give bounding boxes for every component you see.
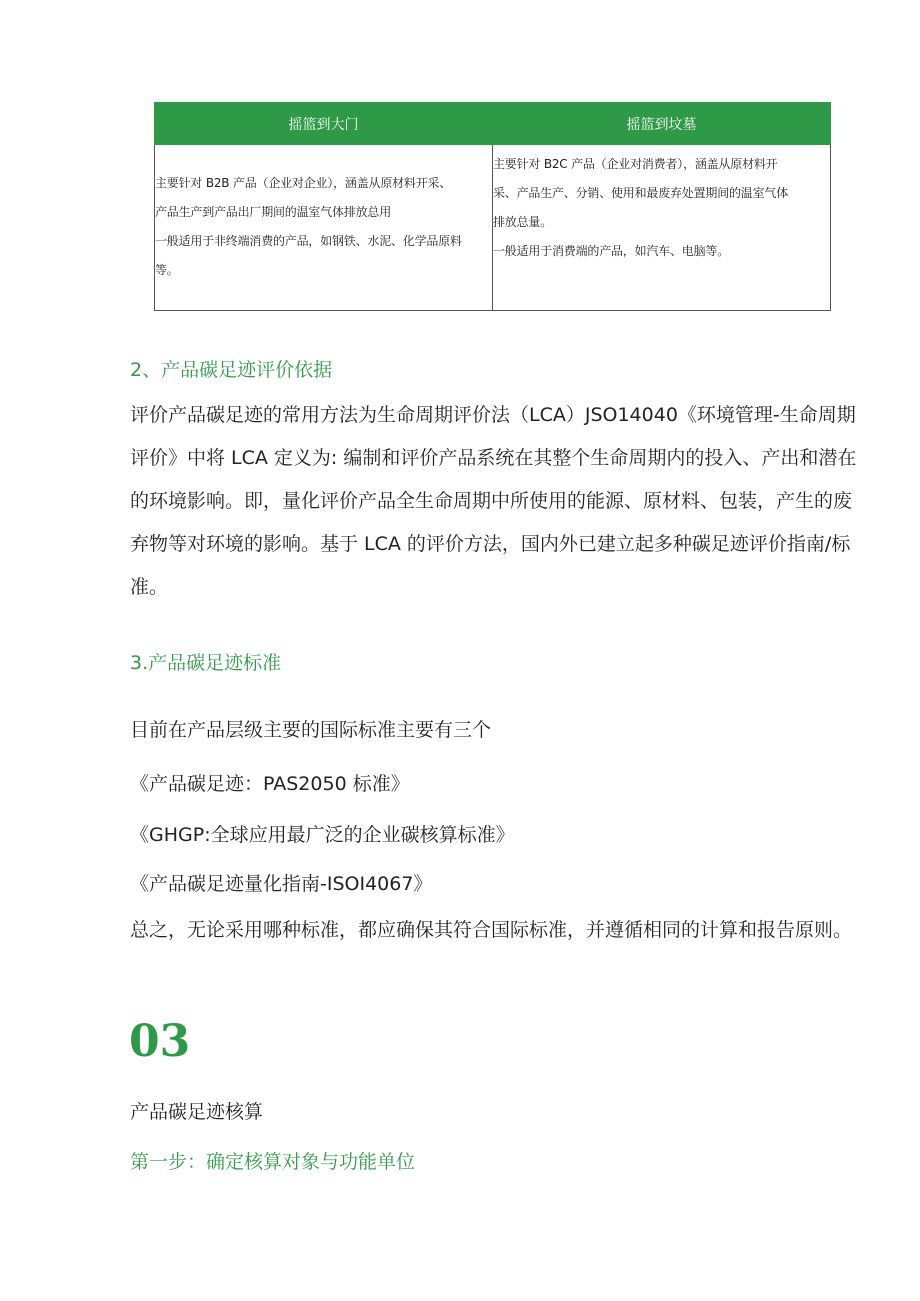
header-cradle-to-grave: 摇篮到坟墓 — [493, 103, 831, 145]
table-header-row — [155, 103, 831, 145]
cell-line: 主要针对 B2C 产品（企业对消费者），涵盖从原材料开 — [493, 157, 778, 171]
chapter-title: 产品碳足迹核算 — [130, 1101, 264, 1123]
cell-line: 主要针对 B2B 产品（企业对企业），涵盖从原材料开采、 — [155, 176, 452, 190]
comparison-table — [154, 102, 831, 311]
cell-line: 一般适用于消费端的产品，如汽车、电脑等。 — [493, 244, 730, 258]
cell-line: 排放总量。 — [493, 215, 553, 229]
cell-line: 等。 — [155, 263, 179, 277]
standard-item: 《产品碳足迹量化指南-ISOI4067》 — [130, 873, 433, 895]
cell-line: 产品生产到产品出厂期间的温室气体排放总用 — [155, 205, 392, 219]
step1-heading: 第一步：确定核算对象与功能单位 — [130, 1151, 416, 1173]
section2-heading: 2、产品碳足迹评价依据 — [130, 359, 333, 381]
chapter-number: 03 — [129, 1016, 191, 1067]
table-row — [155, 145, 831, 311]
section3-intro: 目前在产品层级主要的国际标准主要有三个 — [130, 719, 492, 741]
section2-paragraph: 评价产品碳足迹的常用方法为生命周期评价法（LCA）JSO14040《环境管理-生命周期评价》中将 LCA 定义为: 编制和评价产品系统在其整个生命周期内的投入、产出和潜在的环境影响。即，量化评价产品全生命周期中所使用的能源、原材料、包装，产生的废弃物等对环境的影响。基于 LCA 的评价方法，国内外已建立起多种碳足迹评价指南/标准。 — [130, 404, 857, 598]
cell-cradle-to-gate — [155, 145, 493, 311]
cell-line: 采、产品生产、分销、使用和最废弃处置期间的温室气体 — [493, 186, 789, 200]
header-cradle-to-gate: 摇篮到大门 — [155, 103, 493, 145]
standard-item: 《GHGP:全球应用最广泛的企业碳核算标准》 — [130, 824, 515, 846]
standard-item: 《产品碳足迹：PAS2050 标准》 — [130, 773, 410, 795]
cell-line: 一般适用于非终端消费的产品，如钢铁、水泥、化学品原料 — [155, 234, 462, 248]
cell-cradle-to-grave — [493, 145, 831, 311]
section3-heading: 3.产品碳足迹标准 — [130, 652, 282, 674]
conclusion-paragraph: 总之，无论采用哪种标准，都应确保其符合国际标准，并遵循相同的计算和报告原则。 — [130, 919, 853, 941]
